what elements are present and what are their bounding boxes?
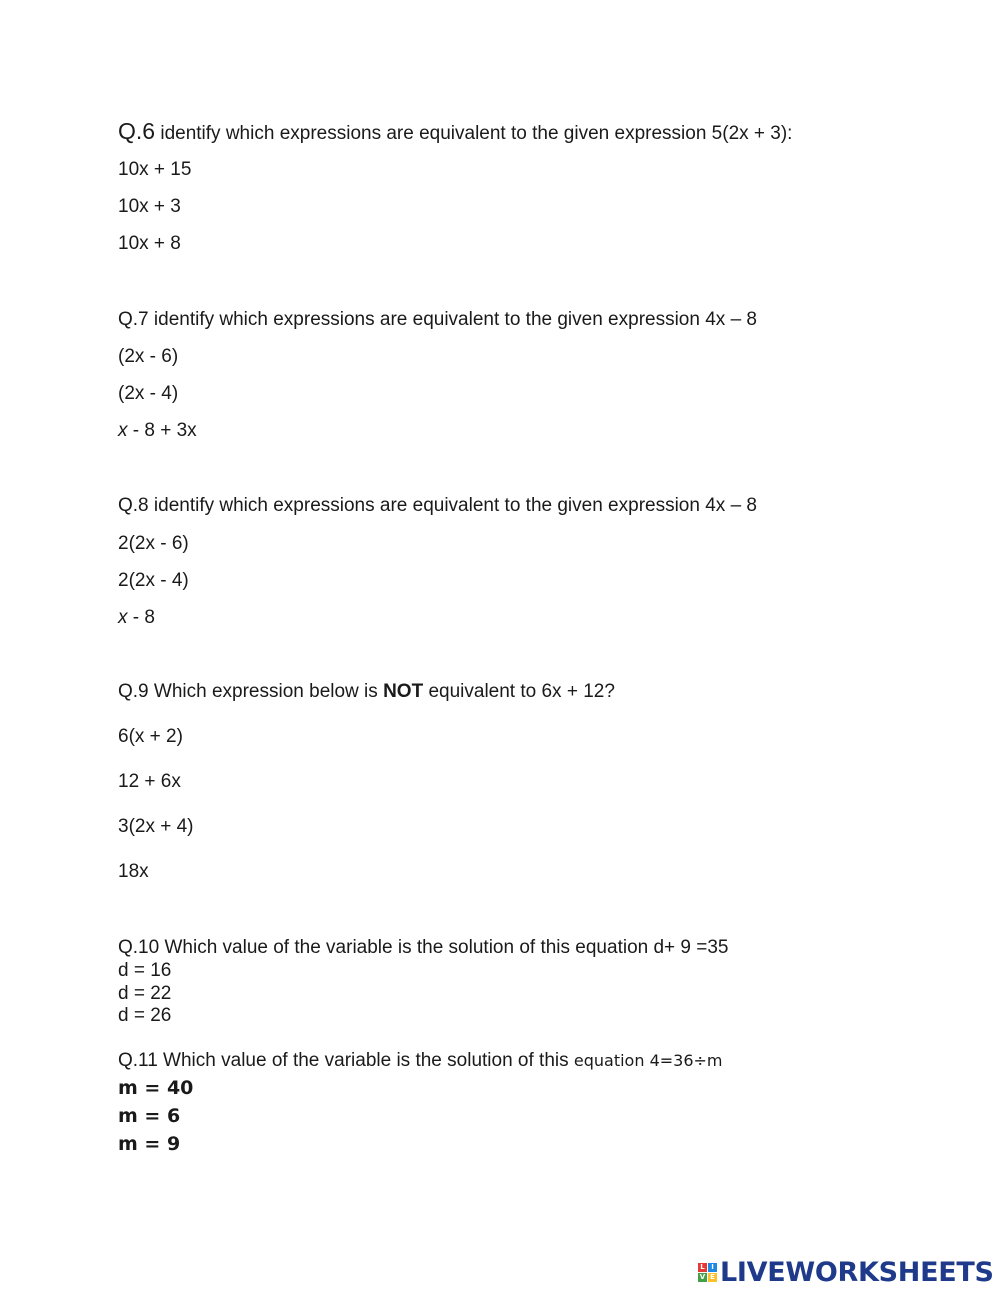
q7-option-3-rest: - 8 + 3x <box>127 420 197 441</box>
q11-option-3[interactable]: m = 9 <box>118 1133 181 1155</box>
q6-option-2[interactable]: 10x + 3 <box>118 196 181 217</box>
q7-option-1[interactable]: (2x - 6) <box>118 346 179 367</box>
q7-option-3-variable: x <box>118 420 128 441</box>
q10-option-1[interactable]: d = 16 <box>118 960 172 981</box>
liveworksheets-logo <box>698 1257 994 1287</box>
q6-option-1[interactable]: 10x + 15 <box>118 159 192 180</box>
q9-option-4[interactable]: 18x <box>118 861 149 882</box>
q6-option-3[interactable]: 10x + 8 <box>118 233 181 254</box>
q9-question <box>118 681 615 703</box>
q6-number: Q.6 <box>118 118 156 144</box>
q11-text: Q.11 Which value of the variable is the solution of this <box>118 1050 574 1071</box>
logo-block: E <box>708 1273 717 1282</box>
q8-option-2[interactable]: 2(2x - 4) <box>118 570 189 591</box>
q11-option-1[interactable]: m = 40 <box>118 1077 194 1099</box>
q10-option-3[interactable]: d = 26 <box>118 1005 172 1026</box>
q7-option-3[interactable] <box>118 420 197 442</box>
q10-question: Q.10 Which value of the variable is the solution of this equation d+ 9 =35 <box>118 937 729 958</box>
logo-block: L <box>698 1263 707 1272</box>
q9-text-pre: Q.9 Which expression below is <box>118 681 384 702</box>
q8-option-3-rest: - 8 <box>127 607 155 628</box>
q9-option-3[interactable]: 3(2x + 4) <box>118 816 194 837</box>
q9-option-2[interactable]: 12 + 6x <box>118 771 181 792</box>
q8-option-3-variable: x <box>118 607 128 628</box>
q11-equation: equation 4=36÷m <box>573 1051 723 1070</box>
q8-question: Q.8 identify which expressions are equivalent to the given expression 4x – 8 <box>118 495 757 516</box>
q9-text-post: equivalent to 6x + 12? <box>423 681 615 702</box>
q7-option-2[interactable]: (2x - 4) <box>118 383 179 404</box>
logo-blocks-icon <box>698 1263 717 1282</box>
q8-option-1[interactable]: 2(2x - 6) <box>118 533 189 554</box>
q11-question <box>118 1050 723 1072</box>
q6-question <box>118 120 792 145</box>
logo-block: I <box>708 1263 717 1272</box>
logo-text: LIVEWORKSHEETS <box>720 1256 994 1288</box>
q9-text-bold: NOT <box>383 681 424 702</box>
logo-block: V <box>699 1273 706 1281</box>
q6-text: identify which expressions are equivalent to the given expression 5(2x + 3): <box>155 123 793 144</box>
q8-option-3[interactable] <box>118 607 155 629</box>
q10-option-2[interactable]: d = 22 <box>118 983 172 1004</box>
q7-question: Q.7 identify which expressions are equivalent to the given expression 4x – 8 <box>118 309 757 330</box>
q11-option-2[interactable]: m = 6 <box>118 1105 181 1127</box>
q9-option-1[interactable]: 6(x + 2) <box>118 726 183 747</box>
